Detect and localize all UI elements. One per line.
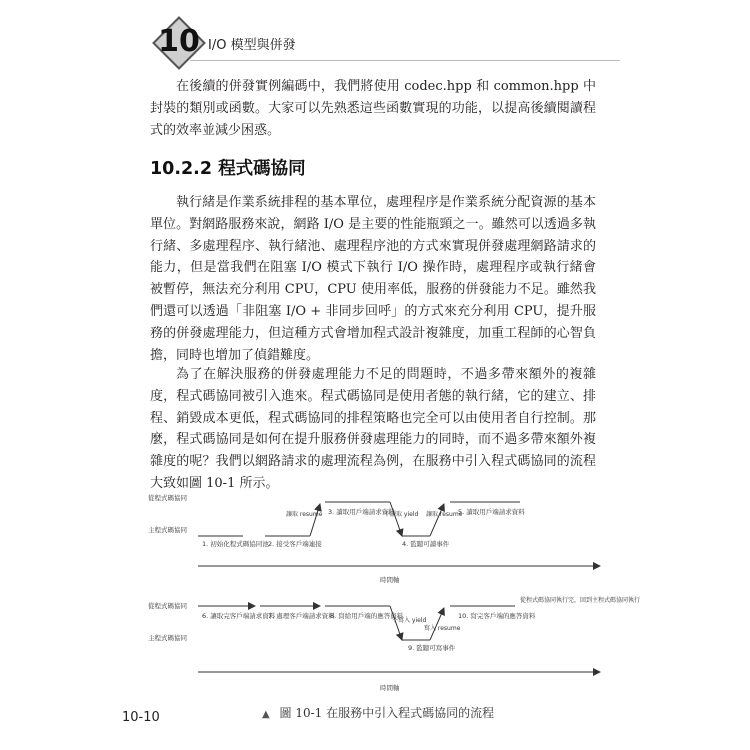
caption-label: 圖 10-1	[279, 706, 323, 720]
bottom-row-label-main: 主程式碼協同	[148, 634, 187, 642]
top-panel	[148, 493, 600, 584]
step-6: 6. 讓取完客戶端請求資料	[202, 612, 276, 620]
top-axis-label: 時間軸	[380, 576, 400, 584]
step-5: 5. 讀取用戶端請求資料	[458, 508, 525, 516]
step-4: 4. 監聽可讀事件	[402, 540, 450, 548]
caption-text: 在服務中引入程式碼協同的流程	[326, 706, 495, 720]
section-heading: 10.2.2 程式碼協同	[150, 159, 306, 179]
bottom-panel	[148, 596, 640, 692]
step-9: 9. 監聽可寫事件	[408, 644, 456, 652]
caption-triangle-icon: ▲	[262, 709, 270, 720]
step-10: 10. 寫完客戶端的應答資料	[458, 612, 536, 620]
step-1: 1. 初始化程式碼協同池	[202, 540, 269, 548]
chapter-number: 10	[158, 24, 200, 59]
paragraph-1: 執行緒是作業系統排程的基本單位，處理程序是作業系統分配資源的基本單位。對網路服務來說，網路 I/O 是主要的性能瓶頸之一。雖然可以透過多執行緒、多處理程序、執行緒池、處理程序池的方式來實現併發處理網路請求的能力，但是當我們在阻塞 I/O 模式下執行 I/O 操作時，處理程序或執行緒會被暫停，無法充分利用 CPU，CPU 使用率低，服務的併發能力不足。雖然我們還可以透過「非阻塞 I/O + 非同步回呼」的方式來充分利用 CPU，提升服務的併發處理能力，但這種方式會增加程式設計複雜度，加重工程師的心智負擔，同時也增加了偵錯難度。	[150, 195, 596, 363]
bottom-axis-label: 時間軸	[380, 684, 400, 692]
chapter-title: I/O 模型與併發	[208, 38, 296, 53]
transition-resume-2: 讓取 resume	[426, 511, 463, 518]
paragraph-2: 為了在解決服務的併發處理能力不足的問題時，不過多帶來額外的複雜度，程式碼協同被引入進來。程式碼協同是使用者態的執行緒，它的建立、排程、銷毀成本更低，程式碼協同的排程策略也完全可以由使用者自行控制。那麼，程式碼協同是如何在提升服務併發處理能力的同時，而不過多帶來額外複雜度的呢？我們以網路請求的處理流程為例，在服務中引入程式碼協同的流程大致如圖 10-1 所示。	[150, 367, 596, 491]
intro-paragraph: 在後續的併發實例編碼中，我們將使用 codec.hpp 和 common.hpp 中封裝的類別或函數。大家可以先熟悉這些函數實現的功能，以提高後續閱讀程式的效率並減少困惑。	[150, 79, 596, 138]
step-3: 3. 讀取用戶端請求資料	[328, 508, 395, 516]
step-8: 8. 寫給用戶端的應答資料	[330, 612, 404, 620]
header-rule	[190, 60, 620, 61]
step-7: 7. 處理客戶端請求資料	[268, 612, 335, 620]
bottom-row-label-worker: 從程式碼協同	[148, 602, 187, 610]
page-header	[150, 18, 610, 68]
coroutine-flow-figure	[140, 492, 641, 724]
top-row-label-worker: 從程式碼協同	[148, 494, 187, 502]
transition-resume-3: 寫入 resume	[424, 625, 461, 632]
transition-resume-1: 讓取 resume	[286, 511, 323, 518]
top-row-label-main: 主程式碼協同	[148, 526, 187, 534]
step-finish: 從程式碼協同執行完，回到主程式碼協同執行	[520, 597, 641, 604]
step-2: 2. 接受客戶端連接	[268, 540, 322, 548]
transition-yield-1: 不讀取 yield	[384, 511, 419, 518]
page-number: 10-10	[122, 710, 160, 725]
figure-caption	[262, 704, 494, 721]
transition-yield-2: 不寫入 yield	[392, 617, 427, 624]
